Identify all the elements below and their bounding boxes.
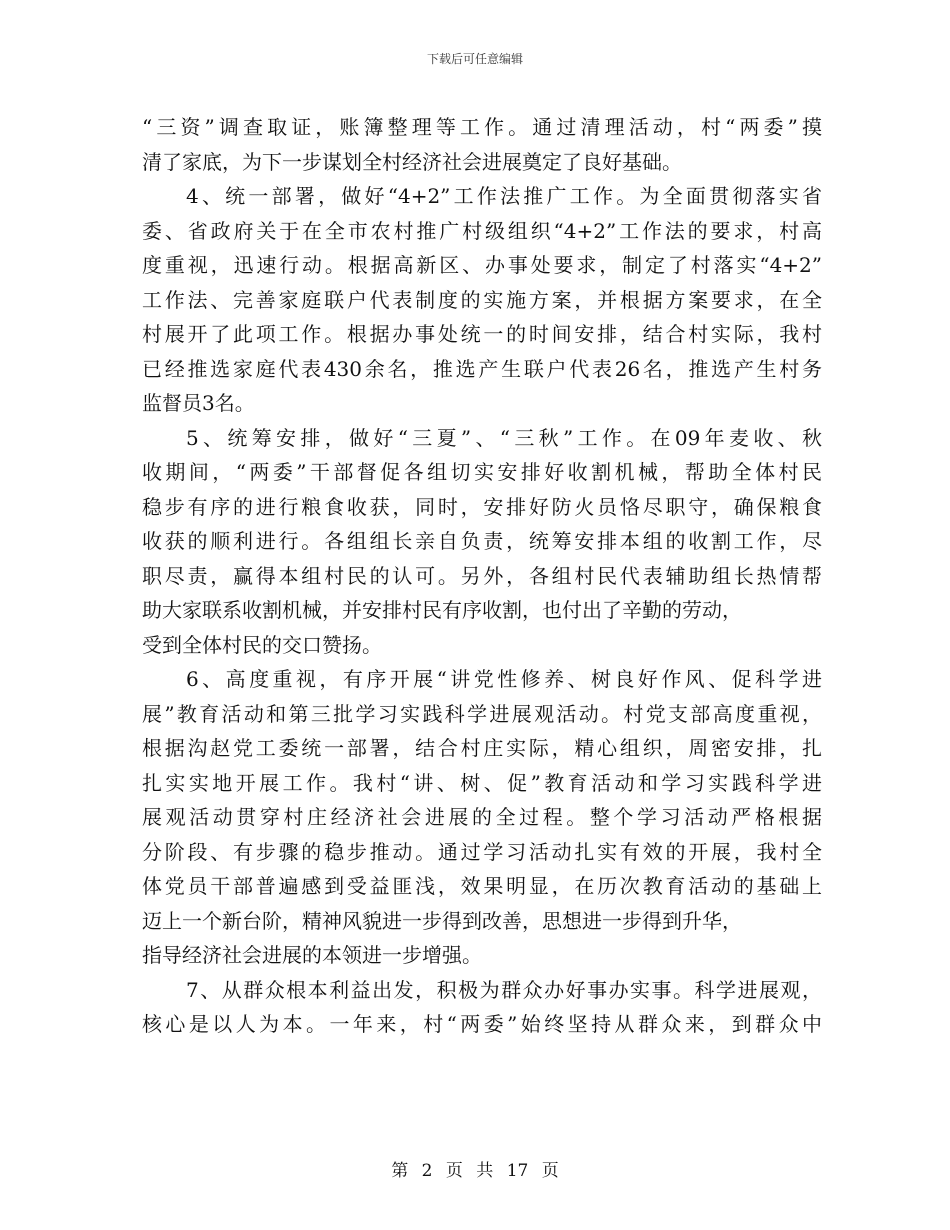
- text-line: 职尽责，赢得本组村民的认可。另外，各组村民代表辅助组长热情帮: [142, 563, 822, 588]
- text-line: 核心是以人为本。一年来，村“两委”始终坚持从群众来，到群众中: [142, 1012, 822, 1036]
- text-line: 稳步有序的进行粮食收获，同时，安排好防火员恪尽职守，确保粮食: [142, 494, 822, 519]
- text-line: 指导经济社会进展的本领进一步增强。: [142, 943, 482, 967]
- page-footer: [0, 1156, 950, 1181]
- text-line: 展”教育活动和第三批学习实践科学进展观活动。村党支部高度重视，: [142, 701, 822, 726]
- text-line: 委、省政府关于在全市农村推广村级组织“4+2”工作法的要求，村高: [142, 218, 822, 243]
- footer-ye-end: 页: [541, 1161, 559, 1181]
- text-line: 助大家联系收割机械，并安排村民有序收割，也付出了辛勤的劳动，: [142, 598, 742, 622]
- text-line: 村展开了此项工作。根据办事处统一的时间安排，结合村实际，我村: [142, 322, 822, 346]
- paragraph-start-line: 4、统一部署，做好“4+2”工作法推广工作。为全面贯彻落实省: [186, 184, 822, 208]
- text-line: 扎实实地开展工作。我村“讲、树、促”教育活动和学习实践科学进: [142, 770, 822, 795]
- paragraph-start-line: 7、从群众根本利益出发，积极为群众办好事办实事。科学进展观，: [186, 977, 822, 1002]
- footer-gong: 共: [476, 1161, 494, 1181]
- text-line: 展观活动贯穿村庄经济社会进展的全过程。整个学习活动严格根据: [142, 805, 822, 829]
- text-line: “三资”调查取证，账簿整理等工作。通过清理活动，村“两委”摸: [142, 115, 822, 139]
- current-page-number: 2: [421, 1161, 433, 1181]
- text-line: 度重视，迅速行动。根据高新区、办事处要求，制定了村落实“4+2”: [142, 253, 822, 277]
- paragraph-start-line: 5、统筹安排，做好“三夏”、“三秋”工作。在09年麦收、秋: [186, 425, 822, 450]
- footer-ye: 页: [445, 1161, 463, 1181]
- text-line: 清了家底，为下一步谋划全村经济社会进展奠定了良好基础。: [142, 149, 682, 174]
- total-page-count: 17: [506, 1161, 529, 1181]
- text-line: 收期间，“两委”干部督促各组切实安排好收割机械，帮助全体村民: [142, 460, 822, 484]
- footer-di: 第: [391, 1161, 409, 1181]
- text-line: 工作法、完善家庭联户代表制度的实施方案，并根据方案要求，在全: [142, 287, 822, 312]
- document-body: [142, 110, 822, 1042]
- text-line: 体党员干部普遍感到受益匪浅，效果明显，在历次教育活动的基础上: [142, 874, 822, 898]
- text-line: 收获的顺利进行。各组组长亲自负责，统筹安排本组的收割工作，尽: [142, 529, 822, 553]
- page-header: 下载后可任意编辑: [426, 52, 523, 66]
- text-line: 受到全体村民的交口赞扬。: [142, 632, 382, 657]
- text-line: 迈上一个新台阶，精神风貌进一步得到改善，思想进一步得到升华，: [142, 908, 742, 933]
- text-line: 已经推选家庭代表430余名，推选产生联户代表26名，推选产生村务: [142, 356, 822, 381]
- text-line: 监督员3名。: [142, 391, 255, 415]
- paragraph-start-line: 6、高度重视，有序开展“讲党性修养、树良好作风、促科学进: [186, 667, 822, 691]
- text-line: 根据沟赵党工委统一部署，结合村庄实际，精心组织，周密安排，扎: [142, 736, 822, 760]
- text-line: 分阶段、有步骤的稳步推动。通过学习活动扎实有效的开展，我村全: [142, 839, 822, 864]
